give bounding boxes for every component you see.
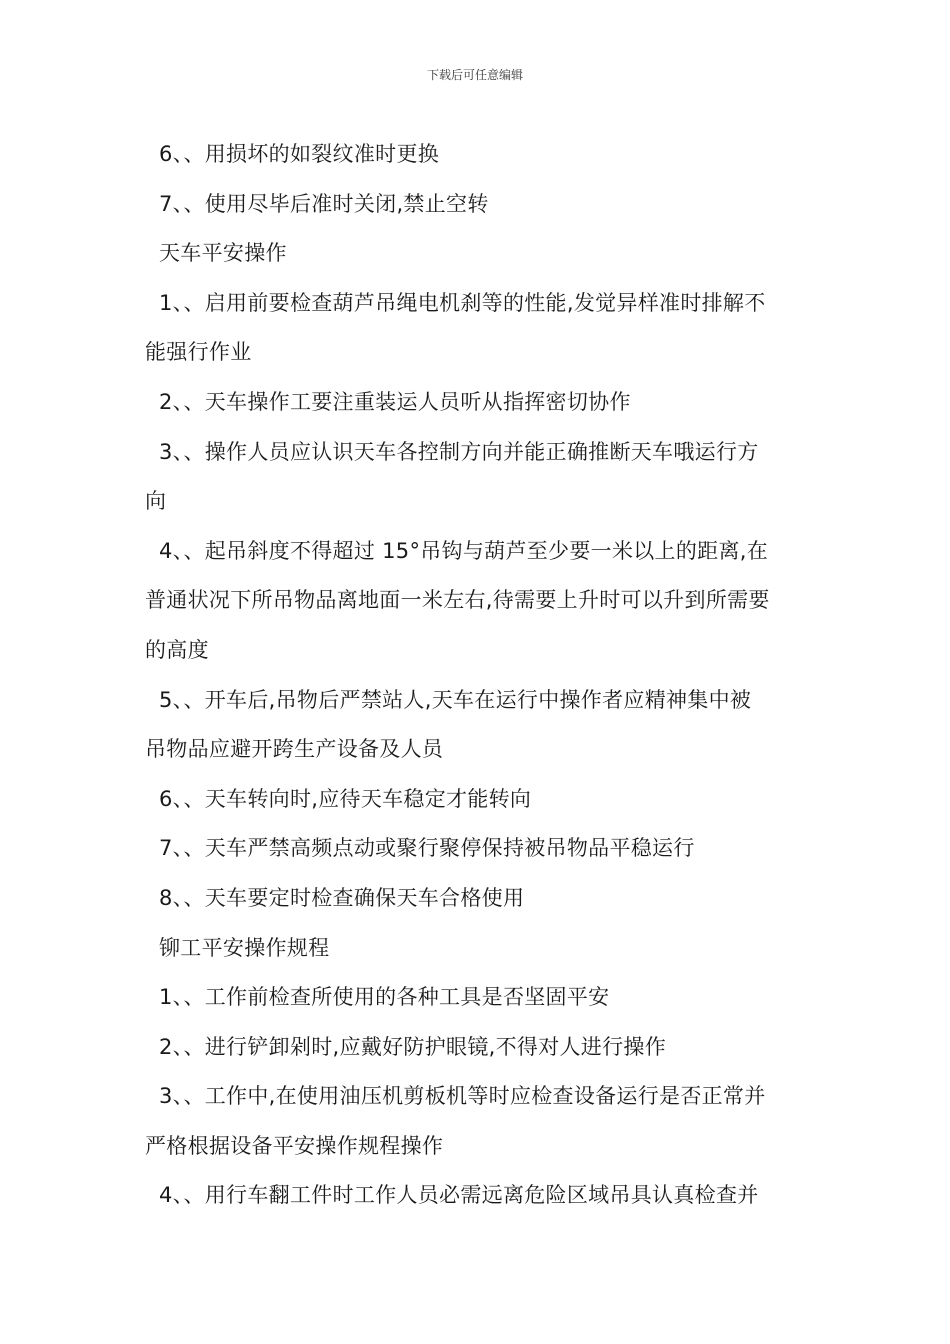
text-line: 6、、天车转向时,应待天车稳定才能转向 (159, 786, 532, 811)
text-line: 3、、操作人员应认识天车各控制方向并能正确推断天车哦运行方 (159, 439, 759, 464)
text-line: 1、、工作前检查所使用的各种工具是否坚固平安 (159, 985, 610, 1010)
text-line: 能强行作业 (145, 340, 252, 365)
text-line: 4、、起吊斜度不得超过 15°吊钩与葫芦至少要一米以上的距离,在 (159, 538, 769, 563)
text-line: 6、、用损坏的如裂纹准时更换 (159, 142, 440, 166)
text-line: 2、、进行铲卸剁时,应戴好防护眼镜,不得对人进行操作 (159, 1034, 667, 1059)
text-line: 吊物品应避开跨生产设备及人员 (145, 737, 444, 762)
text-line: 的高度 (145, 637, 209, 662)
document-body (145, 130, 815, 1221)
text-line: 向 (145, 489, 167, 514)
text-line: 8、、天车要定时检查确保天车合格使用 (159, 885, 525, 910)
text-line: 5、、开车后,吊物后严禁站人,天车在运行中操作者应精神集中被 (159, 687, 752, 712)
text-line: 3、、工作中,在使用油压机剪板机等时应检查设备运行是否正常并 (159, 1084, 766, 1109)
text-line: 普通状况下所吊物品离地面一米左右,待需要上升时可以升到所需要 (145, 588, 770, 613)
text-line: 天车平安操作 (159, 241, 287, 266)
text-line: 2、、天车操作工要注重装运人员听从指挥密切协作 (159, 389, 631, 414)
text-line: 7、、天车严禁高频点动或聚行聚停保持被吊物品平稳运行 (159, 836, 695, 861)
page-header: 下载后可任意编辑 (426, 68, 523, 82)
text-line: 铆工平安操作规程 (159, 935, 330, 960)
text-line: 4、、用行车翻工件时工作人员必需远离危险区域吊具认真检查并 (159, 1183, 759, 1208)
text-line: 7、、使用尽毕后准时关闭,禁止空转 (159, 191, 489, 216)
text-line: 1、、启用前要检查葫芦吊绳电机刹等的性能,发觉异样准时排解不 (159, 290, 766, 315)
text-line: 严格根据设备平安操作规程操作 (145, 1133, 444, 1158)
